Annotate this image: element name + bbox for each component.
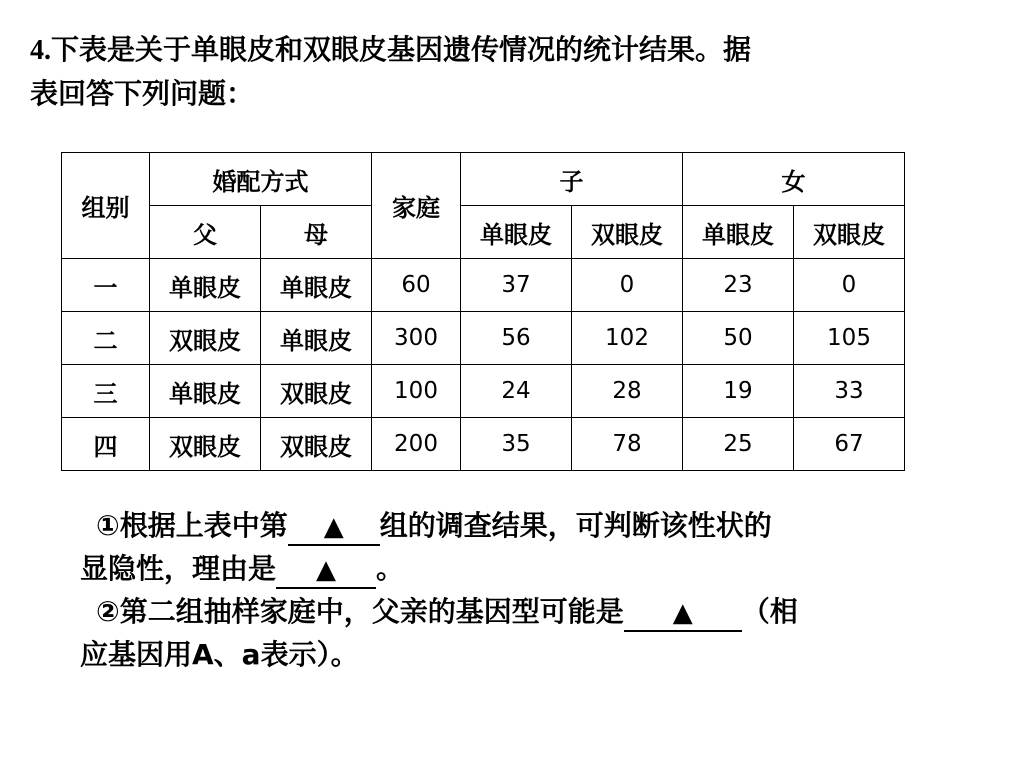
table-row: [62, 259, 905, 312]
cell-group: 二: [62, 312, 150, 365]
cell-son-double: 28: [572, 365, 683, 418]
table-row: [62, 418, 905, 471]
sub-question-2-line-2: 应基因用A、a表示）。: [80, 638, 359, 671]
cell-son-double: 0: [572, 259, 683, 312]
cell-daughter-single: 25: [683, 418, 794, 471]
sub-question-1-line-1: [80, 504, 960, 547]
cell-son-single: 37: [461, 259, 572, 312]
cell-father: 双眼皮: [150, 418, 261, 471]
cell-mother: 双眼皮: [261, 365, 372, 418]
cell-father: 单眼皮: [150, 259, 261, 312]
header-group: 组别: [62, 153, 150, 259]
header-father: 父: [150, 206, 261, 259]
question-stem: [30, 28, 930, 115]
cell-mother: 单眼皮: [261, 312, 372, 365]
sub-question-1-text-b: 组的调查结果，可判断该性状的: [379, 509, 772, 542]
question-line-1: [30, 28, 930, 72]
answer-blank-1[interactable]: ▲: [288, 510, 380, 546]
statistics-table: [61, 152, 905, 471]
cell-daughter-double: 0: [794, 259, 905, 312]
cell-son-single: 56: [461, 312, 572, 365]
cell-father: 单眼皮: [150, 365, 261, 418]
question-text-1: 下表是关于单眼皮和双眼皮基因遗传情况的统计结果。据: [51, 33, 752, 66]
cell-group: 一: [62, 259, 150, 312]
cell-daughter-double: 67: [794, 418, 905, 471]
header-son-double: 双眼皮: [572, 206, 683, 259]
cell-daughter-double: 33: [794, 365, 905, 418]
sub-question-1-line-2: [80, 547, 960, 590]
sub-question-2-text-a: ②第二组抽样家庭中，父亲的基因型可能是: [96, 595, 624, 628]
header-son-single: 单眼皮: [461, 206, 572, 259]
table-row: [62, 312, 905, 365]
header-mother: 母: [261, 206, 372, 259]
cell-daughter-single: 23: [683, 259, 794, 312]
cell-mother: 单眼皮: [261, 259, 372, 312]
cell-families: 100: [372, 365, 461, 418]
header-marriage: 婚配方式: [150, 153, 372, 206]
cell-group: 三: [62, 365, 150, 418]
question-number: 4.: [30, 35, 51, 66]
cell-daughter-single: 50: [683, 312, 794, 365]
sub-question-1-text-c: 显隐性，理由是: [80, 552, 277, 585]
header-families: 家庭: [372, 153, 461, 259]
header-daughter-single: 单眼皮: [683, 206, 794, 259]
header-daughter: 女: [683, 153, 905, 206]
cell-daughter-double: 105: [794, 312, 905, 365]
cell-son-double: 102: [572, 312, 683, 365]
header-daughter-double: 双眼皮: [794, 206, 905, 259]
cell-father: 双眼皮: [150, 312, 261, 365]
sub-question-2-line-1: [80, 590, 960, 633]
question-line-2: 表回答下列问题：: [30, 77, 255, 110]
cell-daughter-single: 19: [683, 365, 794, 418]
header-son: 子: [461, 153, 683, 206]
table-header-row-1: [62, 153, 905, 206]
table-header-row-2: [62, 206, 905, 259]
cell-son-single: 35: [461, 418, 572, 471]
cell-son-single: 24: [461, 365, 572, 418]
cell-son-double: 78: [572, 418, 683, 471]
cell-group: 四: [62, 418, 150, 471]
answer-blank-2[interactable]: ▲: [276, 553, 376, 589]
sub-question-2-text-b: （相: [741, 595, 798, 628]
sub-questions: [80, 504, 960, 676]
cell-families: 200: [372, 418, 461, 471]
sub-question-1-text-d: 。: [376, 552, 405, 585]
table-row: [62, 365, 905, 418]
cell-mother: 双眼皮: [261, 418, 372, 471]
cell-families: 300: [372, 312, 461, 365]
cell-families: 60: [372, 259, 461, 312]
answer-blank-3[interactable]: ▲: [624, 596, 742, 632]
sub-question-1-text-a: ①根据上表中第: [96, 509, 288, 542]
